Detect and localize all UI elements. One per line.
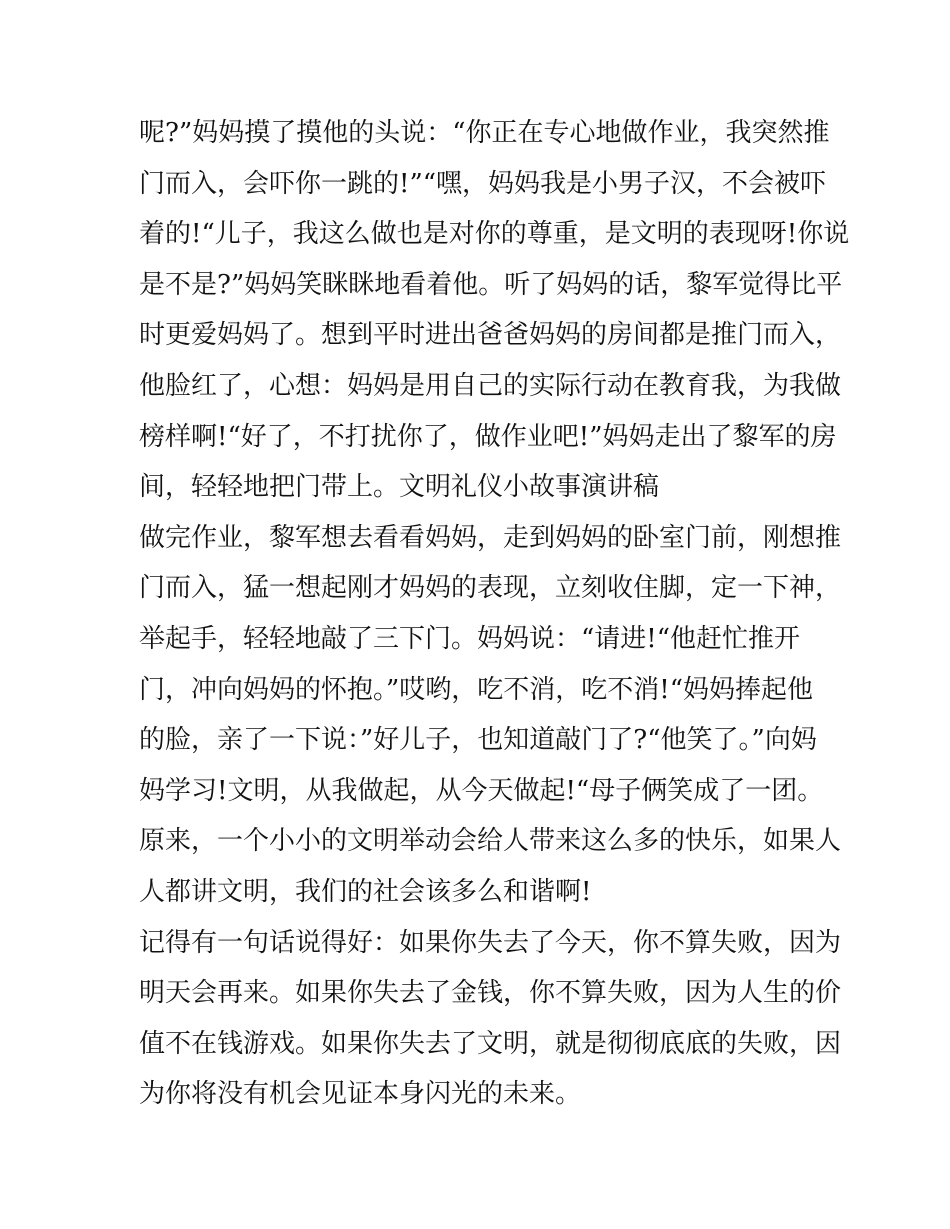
text-line: 的脸，亲了一下说：”好儿子，也知道敲门了?“他笑了。”向妈 [139,725,817,756]
text-line: 门而入，会吓你一跳的!”“嘿，妈妈我是小男子汉，不会被吓 [139,168,827,199]
text-line: 呢?”妈妈摸了摸他的头说：“你正在专心地做作业，我突然推 [139,118,830,148]
text-line: 榜样啊!“好了，不打扰你了，做作业吧!”妈妈走出了黎军的房 [139,421,837,452]
text-line: 原来，一个小小的文明举动会给人带来这么多的快乐，如果人 [139,826,842,857]
body-text [139,108,850,1120]
text-line: 为你将没有机会见证本身闪光的未来。 [139,1079,582,1110]
text-line: 记得有一句话说得好：如果你失去了今天，你不算失败，因为 [139,927,842,958]
text-line: 人都讲文明，我们的社会该多么和谐啊! [139,876,592,907]
text-line: 间，轻轻地把门带上。文明礼仪小故事演讲稿 [139,472,660,503]
text-line: 门而入，猛一想起刚才妈妈的表现，立刻收住脚，定一下神， [139,573,842,604]
text-line: 门，冲向妈妈的怀抱。”哎哟，吃不消，吃不消!“妈妈捧起他 [139,674,814,705]
text-line: 时更爱妈妈了。想到平时进出爸爸妈妈的房间都是推门而入， [139,320,842,351]
text-line: 举起手，轻轻地敲了三下门。妈妈说：“请进!“他赶忙推开 [139,623,801,654]
text-line: 妈学习!文明，从我做起，从今天做起!“母子俩笑成了一团。 [139,775,824,806]
text-line: 着的!“儿子，我这么做也是对你的尊重，是文明的表现呀!你说 [139,219,850,250]
text-line: 做完作业，黎军想去看看妈妈，走到妈妈的卧室门前，刚想推 [139,522,842,553]
text-line: 值不在钱游戏。如果你失去了文明，就是彻彻底底的失败，因 [139,1028,842,1059]
text-line: 是不是?”妈妈笑眯眯地看着他。听了妈妈的话，黎军觉得比平 [139,269,843,300]
text-line: 明天会再来。如果你失去了金钱，你不算失败，因为人生的价 [139,978,842,1009]
text-line: 他脸红了，心想：妈妈是用自己的实际行动在教育我，为我做 [139,370,842,401]
